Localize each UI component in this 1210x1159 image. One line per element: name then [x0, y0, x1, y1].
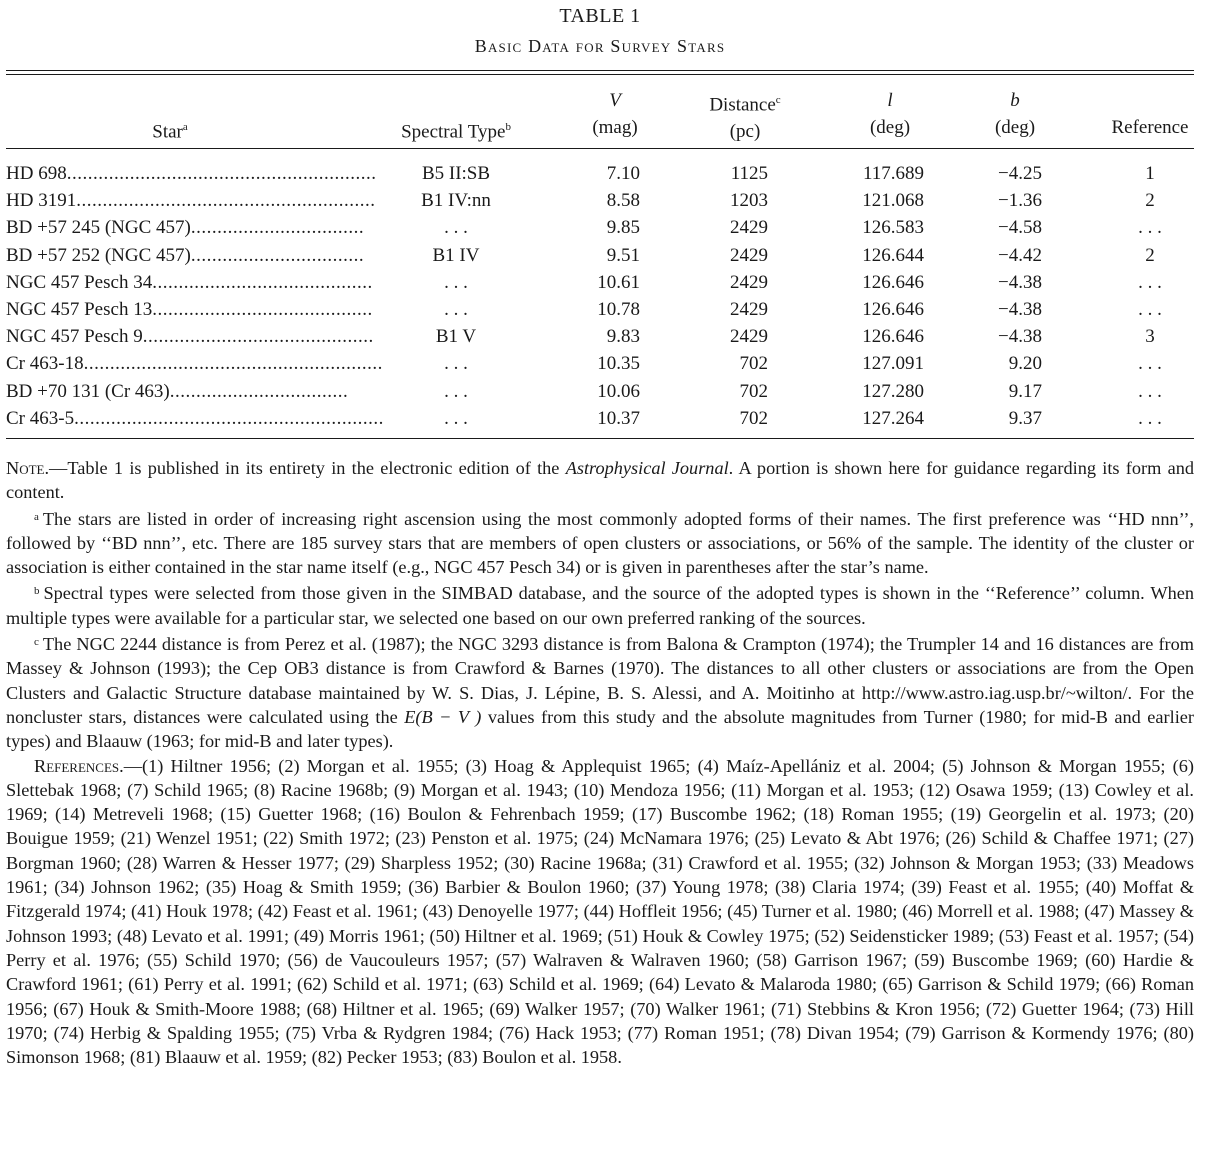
v-mag-cell: 10.37 [597, 407, 640, 429]
note-label: Note. [6, 458, 50, 478]
galactic-l-cell: 126.646 [862, 326, 924, 348]
header-distance: Distance$^c$ (pc) [709, 94, 781, 143]
table-row [0, 269, 1200, 296]
star-name: Cr 463-5........................................................... [6, 407, 384, 429]
top-rule-double [6, 74, 1194, 75]
galactic-l-cell: 127.091 [862, 353, 924, 375]
galactic-l-cell: 127.280 [862, 380, 924, 402]
distance-cell: 702 [739, 407, 768, 429]
reference-cell: . . . [1138, 298, 1162, 320]
spectral-type-cell: B5 II:SB [421, 163, 491, 184]
table-body [0, 160, 1200, 432]
leader-dots: ........................................................... [74, 407, 384, 429]
galactic-b-cell: 9.17 [1008, 380, 1042, 402]
spectral-type-cell: . . . [444, 407, 468, 429]
top-rule [6, 70, 1194, 71]
v-mag-cell: 10.78 [597, 298, 640, 320]
galactic-b-cell: −4.38 [998, 326, 1042, 348]
table-title: Basic Data for Survey Stars [474, 36, 726, 56]
galactic-b-cell: −1.36 [998, 190, 1042, 212]
galactic-l-cell: 121.068 [862, 190, 924, 212]
galactic-l-cell: 127.264 [862, 407, 924, 429]
distance-cell: 2429 [730, 217, 768, 239]
star-name: HD 698........................................................... [6, 163, 377, 184]
spectral-type-cell: . . . [444, 298, 468, 320]
note-paragraph: Note.—Table 1 is published in its entirety in the electronic edition of the Astrophysical Journal. A portion is shown here for guidance regarding its form and content. [6, 458, 1194, 503]
galactic-b-cell: 9.37 [1008, 407, 1042, 429]
leader-dots: .......................................... [152, 298, 373, 320]
distance-cell: 702 [739, 380, 768, 402]
leader-dots: ................................. [190, 217, 365, 239]
spectral-type-cell: . . . [444, 353, 468, 375]
galactic-l-cell: 117.689 [862, 163, 924, 184]
galactic-b-cell: −4.42 [998, 244, 1042, 266]
leader-dots: ............................................ [142, 326, 374, 348]
header-v: V (mag) [592, 90, 638, 138]
leader-dots: ......................................................... [76, 190, 376, 212]
galactic-b-cell: −4.25 [998, 163, 1042, 184]
leader-dots: .................................. [169, 380, 349, 402]
star-name: Cr 463-18......................................................... [6, 353, 383, 375]
galactic-l-cell: 126.646 [862, 271, 924, 293]
distance-cell: 2429 [730, 298, 768, 320]
galactic-b-cell: −4.38 [998, 298, 1042, 320]
header-rule [6, 148, 1194, 149]
reference-cell: . . . [1138, 353, 1162, 375]
star-name: NGC 457 Pesch 13.......................................... [6, 298, 373, 320]
star-name: BD +70 131 (Cr 463).................................. [6, 380, 349, 402]
v-mag-cell: 9.51 [606, 244, 640, 266]
reference-cell: 2 [1145, 190, 1155, 212]
star-name: NGC 457 Pesch 9............................................ [6, 326, 374, 348]
spectral-type-cell: . . . [444, 271, 468, 293]
footnote-a: $^a$ The stars are listed in order of increasing right ascension using the most commonly adopted forms of their names. The first preference was ‘‘HD nnn’’, followed by ‘‘BD nnn’’, etc. There are 185 survey stars that are members of open clusters or associations, or 56% of the sample. The identity of the cluster or association is either contained in the star name itself (e.g., NGC 457 Pesch 34) or is given in parentheses after the star’s name. [6, 508, 1194, 578]
star-name: HD 3191......................................................... [6, 190, 376, 212]
reference-cell: . . . [1138, 271, 1162, 293]
footnote-b: $^b$ Spectral types were selected from those given in the SIMBAD database, and the source of the adopted types is shown in the ‘‘Reference’’ column. When multiple types were available for a particular star, we selected one based on our own preferred ranking of the sources. [6, 583, 1194, 628]
galactic-l-cell: 126.583 [862, 217, 924, 239]
bottom-rule [6, 438, 1194, 439]
spectral-type-cell: B1 IV [432, 244, 480, 266]
reference-cell: . . . [1138, 217, 1162, 239]
journal-name: Astrophysical Journal [565, 458, 729, 478]
table-row [0, 350, 1200, 377]
distance-cell: 1125 [730, 163, 768, 184]
references-label: References. [34, 755, 124, 776]
header-star: Star$^a$ [152, 121, 188, 143]
distance-cell: 702 [739, 353, 768, 375]
header-l: l (deg) [869, 90, 911, 138]
galactic-b-cell: −4.38 [998, 271, 1042, 293]
table-number: TABLE 1 [559, 5, 641, 27]
table-row [0, 405, 1200, 432]
star-name: BD +57 245 (NGC 457)................................. [6, 217, 365, 239]
leader-dots: ................................. [190, 244, 365, 266]
v-mag-cell: 10.61 [597, 271, 640, 293]
reference-cell: . . . [1138, 380, 1162, 402]
leader-dots: ........................................................... [66, 163, 377, 184]
table-notes [6, 456, 1194, 1069]
header-b: b (deg) [994, 90, 1036, 138]
v-mag-cell: 10.06 [597, 380, 640, 402]
v-mag-cell: 7.10 [606, 163, 640, 184]
distance-cell: 2429 [730, 271, 768, 293]
spectral-type-cell: B1 V [435, 326, 477, 348]
table-row [0, 296, 1200, 323]
galactic-b-cell: −4.58 [998, 217, 1042, 239]
star-name: BD +57 252 (NGC 457)................................. [6, 244, 365, 266]
table-row [0, 378, 1200, 405]
leader-dots: .......................................... [152, 271, 373, 293]
header-reference: Reference [1111, 117, 1189, 138]
table-row [0, 160, 1200, 187]
spectral-type-cell: B1 IV:nn [421, 190, 491, 212]
distance-cell: 2429 [730, 326, 768, 348]
table-row [0, 323, 1200, 350]
table-row [0, 242, 1200, 269]
reference-cell: . . . [1138, 407, 1162, 429]
table-row [0, 214, 1200, 241]
galactic-l-cell: 126.646 [862, 298, 924, 320]
reference-cell: 1 [1145, 163, 1155, 184]
distance-cell: 1203 [730, 190, 768, 212]
spectral-type-cell: . . . [444, 380, 468, 402]
v-mag-cell: 10.35 [597, 353, 640, 375]
v-mag-cell: 9.85 [606, 217, 640, 239]
leader-dots: ......................................................... [83, 353, 383, 375]
star-name: NGC 457 Pesch 34.......................................... [6, 271, 373, 293]
galactic-b-cell: 9.20 [1008, 353, 1042, 375]
reference-cell: 3 [1145, 326, 1155, 348]
v-mag-cell: 9.83 [606, 326, 640, 348]
table-row [0, 187, 1200, 214]
references-paragraph: References.—(1) Hiltner 1956; (2) Morgan et al. 1955; (3) Hoag & Applequist 1965; (4) Maíz-Apellániz et al. 2004; (5) Johnson & Morgan 1955; (6) Slettebak 1968; (7) Schild 1965; (8) Racine 1968b; (9) Morgan et al. 1943; (10) Mendoza 1956; (11) Morgan et al. 1953; (12) Osawa 1959; (13) Cowley et al. 1969; (14) Metreveli 1968; (15) Guetter 1968; (16) Boulon & Fehrenbach 1959; (17) Buscombe 1962; (18) Roman 1955; (19) Georgelin et al. 1973; (20) Bouigue 1959; (21) Wenzel 1951; (22) Smith 1972; (23) Penston et al. 1975; (24) McNamara 1976; (25) Levato & Abt 1976; (26) Schild & Chaffee 1971; (27) Borgman 1960; (28) Warren & Hesser 1977; (29) Sharpless 1952; (30) Racine 1968a; (31) Crawford et al. 1955; (32) Johnson & Morgan 1953; (33) Meadows 1961; (34) Johnson 1962; (35) Hoag & Smith 1959; (36) Barbier & Boulon 1960; (37) Young 1978; (38) Claria 1974; (39) Feast et al. 1955; (40) Moffat & Fitzgerald 1974; (41) Houk 1978; (42) Feast et al. 1961; (43) Denoyelle 1977; (44) Hoffleit 1956; (45) Turner et al. 1980; (46) Morrell et al. 1988; (47) Massey & Johnson 1993; (48) Levato et al. 1991; (49) Morris 1961; (50) Hiltner et al. 1969; (51) Houk & Cowley 1975; (52) Seidensticker 1989; (53) Feast et al. 1957; (54) Perry et al. 1976; (55) Schild 1970; (56) de Vaucouleurs 1957; (57) Walraven & Walraven 1960; (58) Garrison 1967; (59) Buscombe 1969; (60) Hardie & Crawford 1961; (61) Perry et al. 1991; (62) Schild et al. 1971; (63) Schild et al. 1969; (64) Levato & Malaroda 1980; (65) Garrison & Schild 1979; (66) Roman 1956; (67) Houk & Smith-Moore 1988; (68) Hiltner et al. 1965; (69) Walker 1957; (70) Walker 1961; (71) Stebbins & Kron 1956; (72) Guetter 1964; (73) Hill 1970; (74) Herbig & Spalding 1955; (75) Vrba & Rydgren 1984; (76) Hack 1953; (77) Roman 1951; (78) Divan 1954; (79) Garrison & Kormendy 1976; (80) Simonson 1968; (81) Blaauw et al. 1959; (82) Pecker 1953; (83) Boulon et al. 1958. [6, 755, 1194, 1068]
header-spectral-type: Spectral Type$^b$ [401, 121, 511, 143]
reference-cell: 2 [1145, 244, 1155, 266]
galactic-l-cell: 126.644 [862, 244, 924, 266]
distance-cell: 2429 [730, 244, 768, 266]
spectral-type-cell: . . . [444, 217, 468, 239]
v-mag-cell: 8.58 [606, 190, 640, 212]
footnote-c: $^c$ The NGC 2244 distance is from Perez et al. (1987); the NGC 3293 distance is from Balona & Crampton (1974); the Trumpler 14 and 16 distances are from Massey & Johnson (1993); the Cep OB3 distance is from Crawford & Barnes (1970). The distances to all other clusters or associations are from the Open Clusters and Galactic Structure database maintained by W. S. Dias, J. Lépine, B. S. Alessi, and A. Moitinho at http://www.astro.iag.usp.br/~wilton/. For the noncluster stars, distances were calculated using the E(B − V ) values from this study and the absolute magnitudes from Turner (1980; for mid-B and earlier types) and Blaauw (1963; for mid-B and later types). [6, 634, 1194, 752]
